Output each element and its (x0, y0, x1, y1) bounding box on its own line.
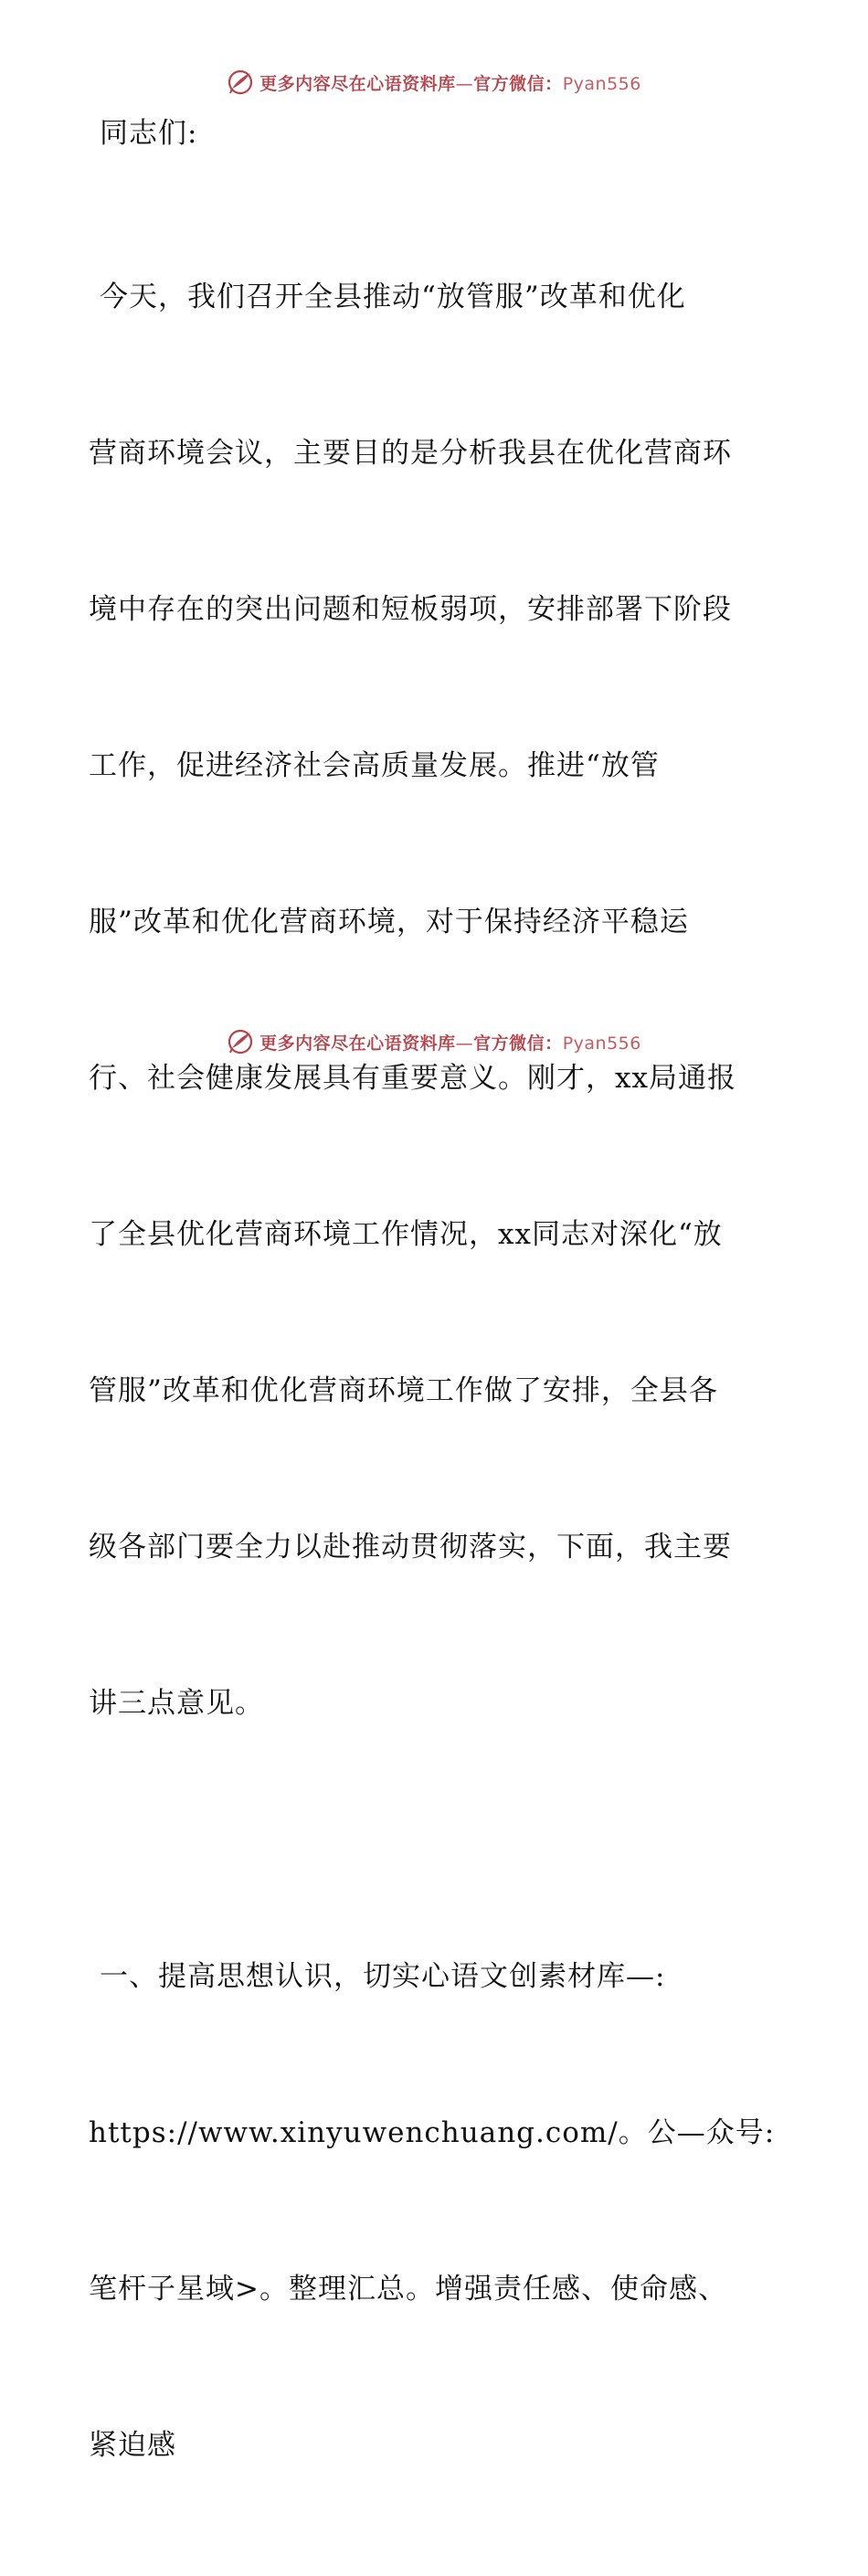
paragraph-2 (89, 1847, 783, 2576)
paragraph-1-line: 讲三点意见。 (89, 1687, 264, 1720)
quill-logo-icon (227, 69, 254, 96)
watermark-text (259, 70, 641, 95)
document-body (89, 108, 783, 2576)
paragraph-2-line: https://www.xinyuwenchuang.com/。公—众号: (89, 2116, 776, 2149)
paragraph-1-line: 了全县优化营商环境工作情况，xx同志对深化“放 (89, 1218, 723, 1251)
paragraph-1-line: 今天，我们召开全县推动“放管服”改革和优化 (100, 281, 686, 313)
paragraph-1 (89, 167, 783, 1834)
watermark-contact-label: 官方微信： (473, 1033, 563, 1054)
watermark-brand: 更多内容尽在心语资料库 (259, 1033, 456, 1054)
greeting: 同志们: (100, 117, 198, 150)
quill-logo-icon (227, 1028, 254, 1055)
watermark-contact-id: Pyan556 (562, 1033, 641, 1054)
paragraph-1-line: 管服”改革和优化营商环境工作做了安排，全县各 (89, 1374, 718, 1407)
watermark-separator: — (455, 1033, 474, 1054)
paragraph-1-line: 行、社会健康发展具有重要意义。刚才，xx局通报 (89, 1062, 736, 1095)
paragraph-1-line: 工作，促进经济社会高质量发展。推进“放管 (89, 749, 660, 782)
watermark-contact-label: 官方微信： (473, 73, 563, 94)
watermark-separator: — (455, 73, 474, 94)
paragraph-2-line: 笔杆子星域>。整理汇总。增强责任感、使命感、 (89, 2273, 727, 2306)
footer-watermark (0, 1023, 868, 1060)
watermark-text (259, 1030, 641, 1055)
paragraph-1-line: 级各部门要全力以赴推动贯彻落实，下面，我主要 (89, 1531, 732, 1564)
paragraph-1-line: 境中存在的突出问题和短板弱项，安排部署下阶段 (89, 593, 732, 626)
paragraph-2-line: 紧迫感 (89, 2429, 176, 2462)
paragraph-1-line: 服”改革和优化营商环境，对于保持经济平稳运 (89, 906, 689, 938)
header-watermark (0, 64, 868, 101)
section-heading-1: 一、提高思想认识，切实心语文创素材库—: (100, 1960, 666, 1993)
watermark-contact-id: Pyan556 (562, 73, 641, 94)
paragraph-1-line: 营商环境会议，主要目的是分析我县在优化营商环 (89, 437, 732, 470)
watermark-brand: 更多内容尽在心语资料库 (259, 73, 456, 94)
